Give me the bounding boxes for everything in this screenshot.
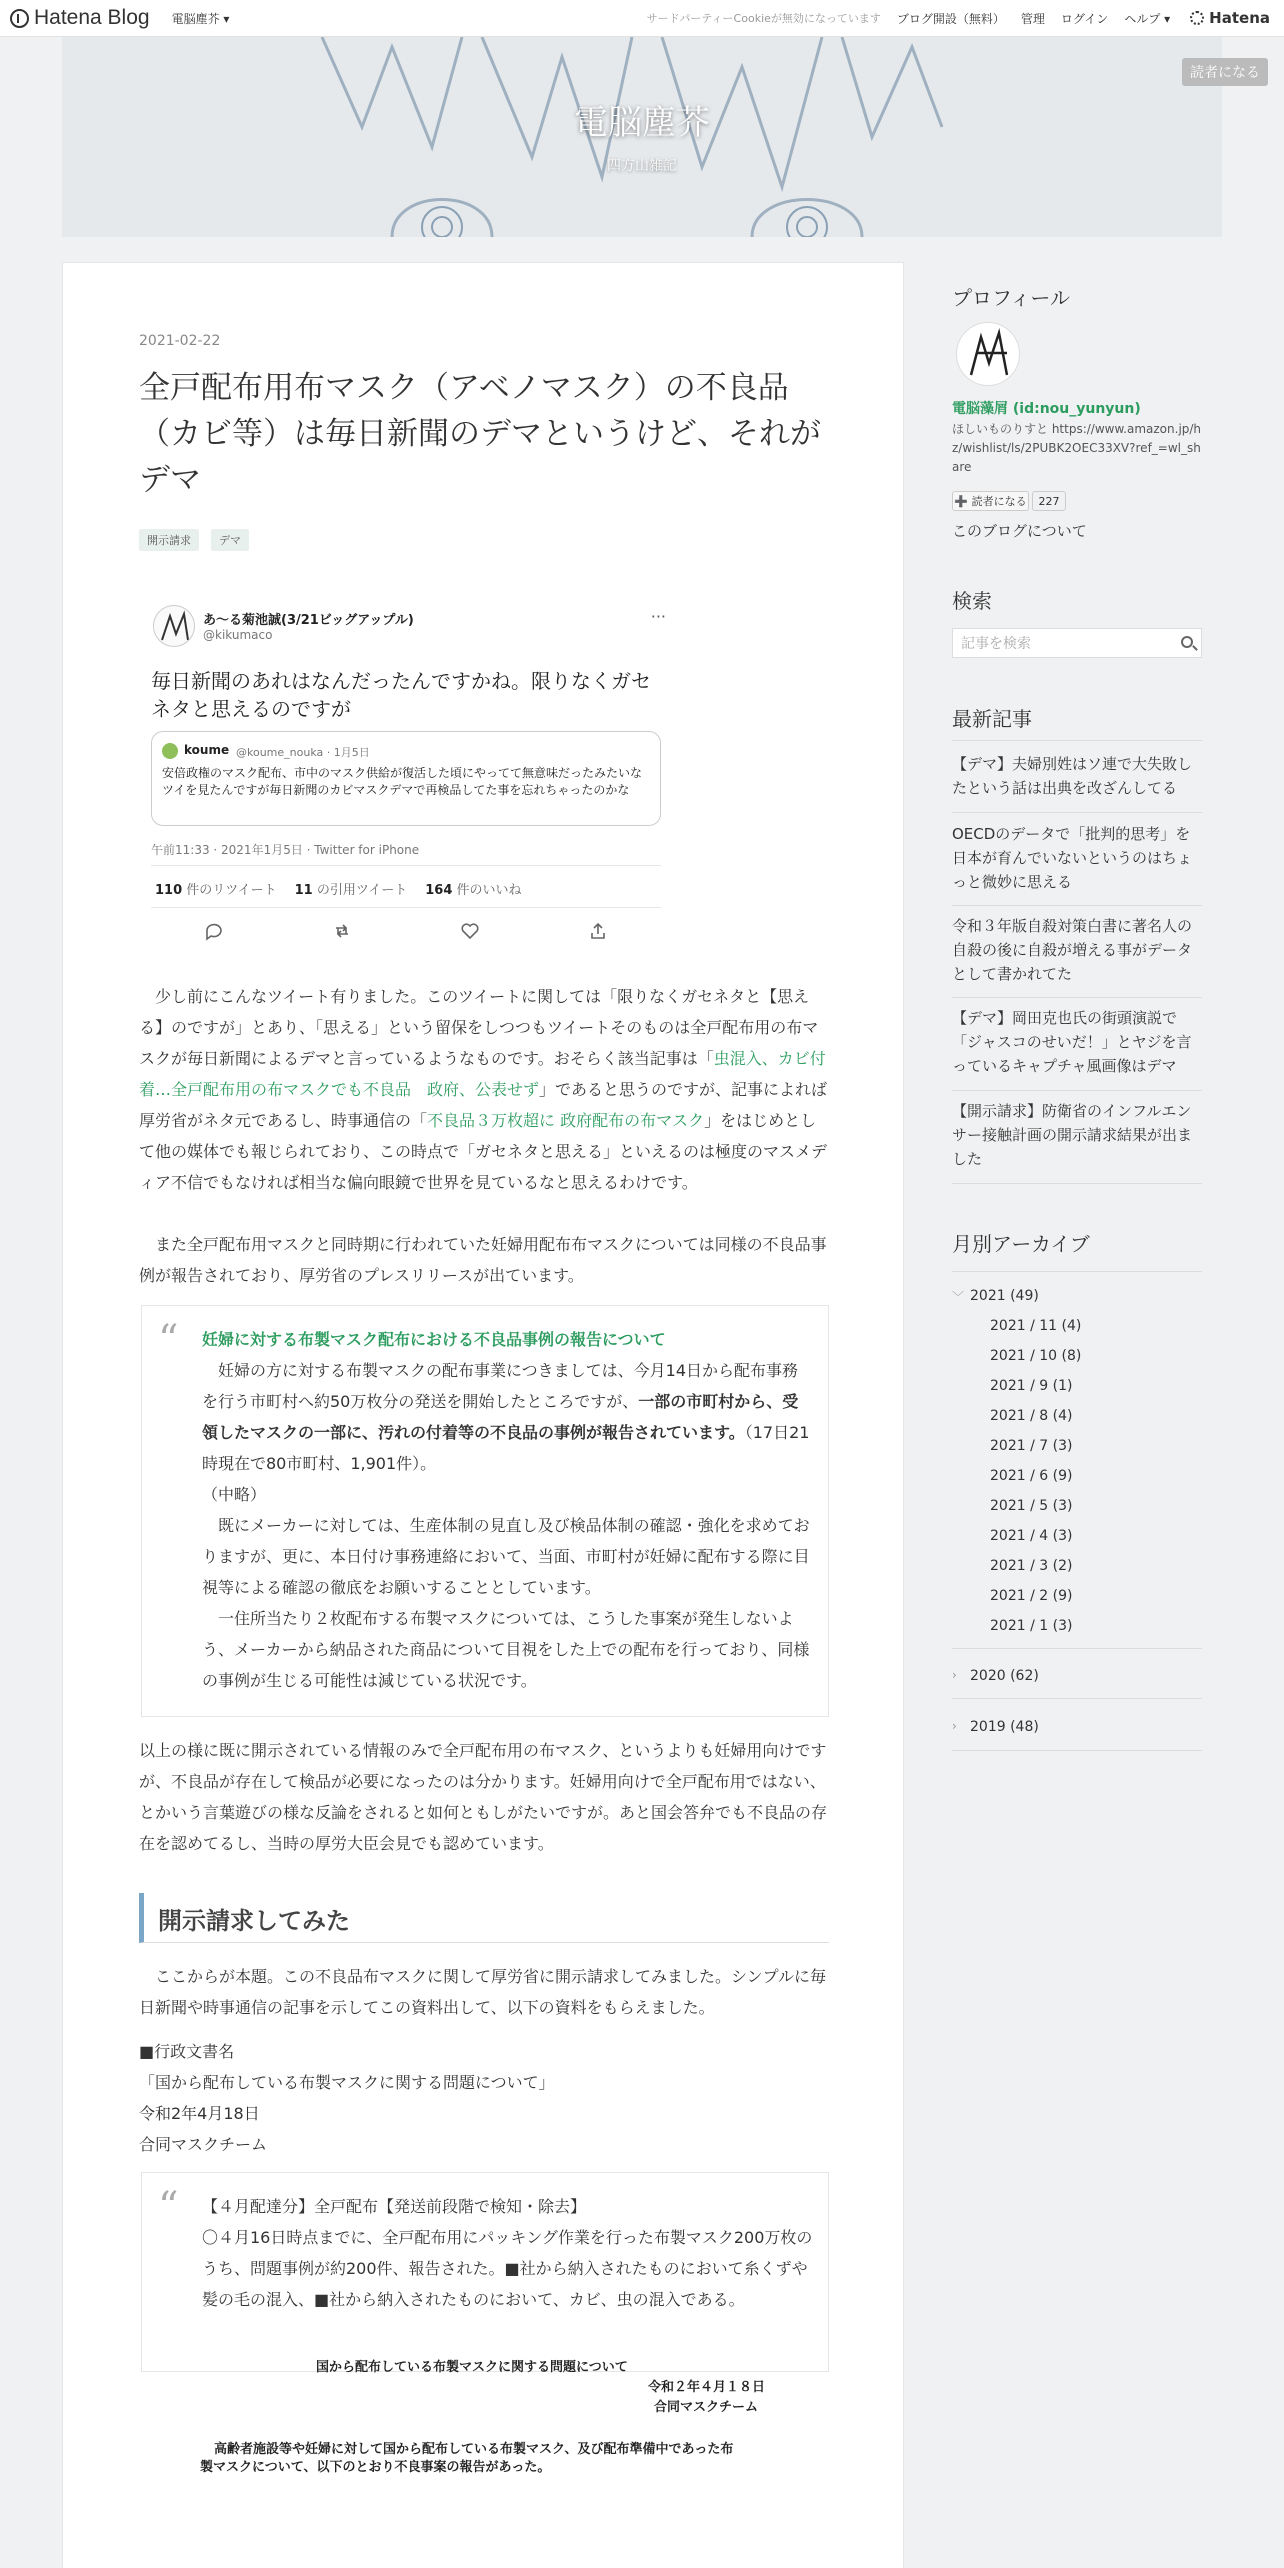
divider — [952, 1183, 1202, 1184]
divider — [952, 997, 1202, 998]
archive-month[interactable]: 2021 / 9 (1) — [990, 1378, 1073, 1394]
quote-icon: “ — [158, 1317, 179, 1363]
recent-entry[interactable]: 【デマ】夫婦別姓はソ連で大失敗したという話は出典を改ざんしてる — [952, 755, 1193, 797]
open-blog-link[interactable]: ブログ開設（無料） — [896, 11, 1005, 26]
archive-heading: 月別アーカイブ — [952, 1232, 1090, 1256]
chevron-right-icon[interactable]: › — [952, 1668, 957, 1682]
divider — [952, 740, 1202, 741]
quoted-tweet[interactable] — [151, 731, 661, 826]
quoted-avatar — [162, 743, 178, 759]
document-info — [139, 2036, 829, 2160]
archive-month[interactable]: 2021 / 5 (3) — [990, 1498, 1073, 1514]
subscriber-count[interactable]: 227 — [1032, 491, 1066, 511]
archive-month[interactable]: 2021 / 6 (9) — [990, 1468, 1073, 1484]
divider — [952, 1698, 1202, 1699]
header-nav — [631, 10, 1171, 27]
divider — [952, 1648, 1202, 1649]
search-input[interactable] — [961, 634, 1161, 652]
tweet-avatar[interactable] — [153, 605, 195, 647]
section-heading-text: 開示請求してみた — [158, 1907, 350, 1935]
chevron-right-icon[interactable]: › — [952, 1719, 957, 1733]
recent-heading: 最新記事 — [952, 707, 1032, 731]
divider — [952, 1090, 1202, 1091]
archive-month[interactable]: 2021 / 11 (4) — [990, 1318, 1082, 1334]
blog-title[interactable]: 電脳塵芥 — [574, 103, 710, 143]
divider — [151, 865, 661, 866]
doc-image-title: 国から配布している布製マスクに関する問題について — [316, 2360, 628, 2375]
tag-dema[interactable]: デマ — [211, 529, 249, 551]
more-options-icon[interactable]: ··· — [650, 607, 666, 626]
disclosed-document-image — [130, 2350, 770, 2568]
tweet-actions — [151, 921, 661, 945]
quote-count[interactable]: 11 の引用ツイート — [294, 883, 408, 898]
recent-entry[interactable]: 【デマ】岡田克也氏の街頭演説で「ジャスコのせいだ！」とヤジを言っているキャプチャ風画像はデマ — [952, 1009, 1192, 1075]
admin-link[interactable]: 管理 — [1020, 11, 1045, 26]
search-icon[interactable] — [1181, 636, 1193, 648]
recent-entry[interactable]: 【開示請求】防衛省のインフルエンサー接触計画の開示請求結果が出ました — [952, 1102, 1193, 1168]
paragraph-4: ここからが本題。この不良品布マスクに関して厚労省に開示請求してみました。シンプルに毎日新聞や時事通信の記事を示してこの資料出して、以下の資料をもらえました。 — [139, 1967, 826, 2017]
retweet-count[interactable]: 110 件のリツイート — [155, 883, 277, 898]
divider — [952, 1271, 1202, 1272]
tweet-header — [151, 603, 666, 653]
section-heading — [139, 1893, 829, 1943]
paragraph-2: また全戸配布用マスクと同時期に行われていた妊婦用配布布マスクについては同様の不良品事例が報告されており、厚労省のプレスリリースが出ています。 — [139, 1235, 827, 1285]
blog-banner — [62, 37, 1222, 237]
search-heading: 検索 — [952, 589, 992, 613]
paragraph-1: 少し前にこんなツイート有りました。このツイートに関しては「限りなくガセネタと【思える】のですが」とあり、「思える」という留保をしつつもツイートそのものは全戸配布用の布マスクが毎日新聞によるデマと言っているようなものです。おそらく該当記事は「虫混入、カビ付着…全戸配布用の布マスクでも不良品 政府、公表せず」であると思うのですが、記事によれば厚労省がネタ元であるし、時事通信の「不良品３万枚超に 政府配布の布マスク」をはじめとして他の媒体でも報じられており、この時点で「ガセネタと思える」といえるのは極度のマスメディア不信でもなければ相当な偏向眼鏡で世界を見ているなと思えるわけです。 — [139, 987, 828, 1192]
reply-icon[interactable] — [203, 921, 225, 943]
blockquote-document — [141, 2172, 829, 2372]
doc-image-date: 令和２年４月１８日 — [648, 2380, 766, 2395]
blockquote-press-release — [141, 1305, 829, 1717]
archive-year-2020[interactable]: 2020 (62) — [970, 1668, 1039, 1684]
mainichi-article-link[interactable]: 虫混入、カビ付着…全戸配布用の布マスクでも不良品 政府、公表せず — [139, 1049, 826, 1099]
archive-month[interactable]: 2021 / 7 (3) — [990, 1438, 1073, 1454]
quote-body — [202, 1324, 814, 1696]
archive-month[interactable]: 2021 / 1 (3) — [990, 1618, 1073, 1634]
quote-paragraph: 既にメーカーに対しては、生産体制の見直し及び検品体制の確認・強化を求めておりますが、更に、本日付け事務連絡において、当面、市町村が妊婦に配布する際に目視等による確認の徹底をお願いすることとしています。 — [202, 1516, 810, 1597]
article-title[interactable]: 全戸配布用布マスク（アベノマスク）の不良品（カビ等）は毎日新聞のデマというけど、それがデマ — [139, 370, 821, 498]
tag-list — [139, 529, 829, 551]
like-count[interactable]: 164 件のいいね — [425, 883, 522, 898]
document-date: 令和2年4月18日 — [139, 2104, 260, 2123]
quote-icon: “ — [158, 2184, 179, 2230]
help-menu[interactable]: ヘルプ ▾ — [1124, 11, 1171, 26]
sidebar-subscribe-button[interactable]: ➕ 読者になる — [952, 491, 1029, 511]
archive-month[interactable]: 2021 / 8 (4) — [990, 1408, 1073, 1424]
doc-image-team: 合同マスクチーム — [654, 2400, 759, 2415]
tweet-text: 毎日新聞のあれはなんだったんですかね。限りなくガセネタと思えるのですが — [151, 669, 651, 721]
quote-title: 【４月配達分】全戸配布【発送前段階で検知・除去】 — [202, 2197, 587, 2216]
doc-image-body: 高齢者施設等や妊婦に対して国から配布している布製マスク、及び配布準備中であった布 — [214, 2442, 734, 2457]
archive-month[interactable]: 2021 / 2 (9) — [990, 1588, 1073, 1604]
quote-omission: （中略） — [202, 1485, 267, 1504]
hatena-blog-logo[interactable] — [10, 6, 150, 30]
logo-text: Hatena Blog — [34, 6, 150, 29]
hatena-text: Hatena — [1209, 9, 1270, 27]
tweet-author-name[interactable]: あ〜る菊池誠(3/21ビッグアップル) — [203, 613, 414, 628]
profile-avatar[interactable] — [956, 322, 1020, 386]
recent-entry[interactable]: OECDのデータで「批判的思考」を日本が育んでいないというのはちょっと微妙に思える — [952, 825, 1193, 891]
hatena-link[interactable] — [1190, 9, 1270, 27]
profile-description: ほしいものりすと https://www.amazon.jp/hz/wishlist/ls/2PUBK2OEC33XV?ref_=wl_share — [952, 422, 1202, 474]
archive-year-2021[interactable]: 2021 (49) — [970, 1288, 1039, 1304]
divider — [952, 905, 1202, 906]
archive-month[interactable]: 2021 / 4 (3) — [990, 1528, 1073, 1544]
hatena-icon — [1190, 11, 1204, 25]
quote-paragraph: 〇４月16日時点までに、全戸配布用にパッキング作業を行った布製マスク200万枚のうち、問題事例が約200件、報告された。■社から納入されたものにおいて糸くずや髪の毛の混入、■社から納入されたものにおいて、カビ、虫の混入である。 — [202, 2228, 813, 2309]
quoted-author-name: koume — [184, 743, 230, 757]
archive-month[interactable]: 2021 / 10 (8) — [990, 1348, 1082, 1364]
divider — [952, 1750, 1202, 1751]
doc-image-body: 製マスクについて、以下のとおり不良事案の報告があった。 — [200, 2460, 551, 2475]
global-header — [0, 0, 1284, 37]
document-label: ■行政文書名 — [139, 2042, 235, 2061]
like-icon[interactable] — [459, 921, 481, 943]
quote-body — [202, 2191, 814, 2315]
document-team: 合同マスクチーム — [139, 2135, 268, 2154]
hatena-blog-icon — [10, 9, 29, 28]
tweet-timestamp[interactable]: 午前11:33 · 2021年1月5日 · Twitter for iPhone — [151, 843, 420, 857]
embedded-tweet[interactable] — [151, 603, 666, 963]
share-icon[interactable] — [587, 921, 609, 943]
cookie-notice: サードパーティーCookieが無効になっています — [646, 12, 881, 25]
blog-subtitle: 四方山雑記 — [607, 158, 677, 174]
article-container — [62, 262, 904, 2568]
tweet-stats — [155, 879, 522, 898]
tag-disclosure[interactable]: 開示請求 — [139, 529, 199, 551]
divider — [151, 907, 661, 908]
profile-heading: プロフィール — [952, 286, 1070, 310]
blog-menu[interactable]: 電脳塵芥 ▾ — [171, 11, 230, 26]
retweet-icon[interactable] — [331, 921, 353, 943]
divider — [952, 812, 1202, 813]
quoted-text: 安倍政権のマスク配布、市中のマスク供給が復活した頃にやってて無意味だったみたいなツイを見たんですが毎日新聞のカビマスクデマで再検品してた事を忘れちゃったのかな — [162, 766, 643, 797]
profile-name[interactable]: 電脳藻屑 (id:nou_yunyun) — [952, 401, 1141, 417]
quote-title[interactable]: 妊婦に対する布製マスク配布における不良品事例の報告について — [202, 1330, 666, 1349]
login-link[interactable]: ログイン — [1060, 11, 1109, 26]
quoted-author-handle: @koume_nouka · 1月5日 — [236, 746, 370, 759]
subscribe-button[interactable]: 読者になる — [1182, 58, 1268, 86]
about-blog-link[interactable]: このブログについて — [952, 522, 1087, 540]
chevron-down-icon[interactable]: ﹀ — [952, 1290, 965, 1304]
jiji-article-link[interactable]: 不良品３万枚超に 政府配布の布マスク — [427, 1111, 705, 1130]
archive-year-2019[interactable]: 2019 (48) — [970, 1719, 1039, 1735]
paragraph-3: 以上の様に既に開示されている情報のみで全戸配布用の布マスク、というよりも妊婦用向けですが、不良品が存在して検品が必要になったのは分かります。妊婦用向けで全戸配布用ではない、とかいう言葉遊びの様な反論をされると如何ともしがたいですが。あと国会答弁でも不良品の存在を認めてるし、当時の厚労大臣会見でも認めています。 — [139, 1741, 828, 1853]
article-date[interactable]: 2021-02-22 — [139, 333, 221, 349]
quote-paragraph: 妊婦の方に対する布製マスクの配布事業につきましては、今月14日から配布事務を行う市町村へ約50万枚分の発送を開始したところですが、一部の市町村から、受領したマスクの一部に、汚れの付着等の不良品の事例が報告されています。（17日21時現在で80市町村、1,901件）。 — [202, 1361, 810, 1473]
recent-entry[interactable]: 令和３年版自殺対策白書に著名人の自殺の後に自殺が増える事がデータとして書かれてた — [952, 917, 1193, 983]
quote-paragraph: 一住所当たり２枚配布する布製マスクについては、こうした事案が発生しないよう、メーカーから納品された商品について目視をした上での配布を行っており、同様の事例が生じる可能性は減じている状況です。 — [202, 1609, 810, 1690]
archive-month[interactable]: 2021 / 3 (2) — [990, 1558, 1073, 1574]
search-box — [952, 628, 1202, 658]
document-name: 「国から配布している布製マスクに関する問題について」 — [139, 2073, 555, 2092]
tweet-author-handle[interactable]: @kikumaco — [203, 628, 273, 642]
